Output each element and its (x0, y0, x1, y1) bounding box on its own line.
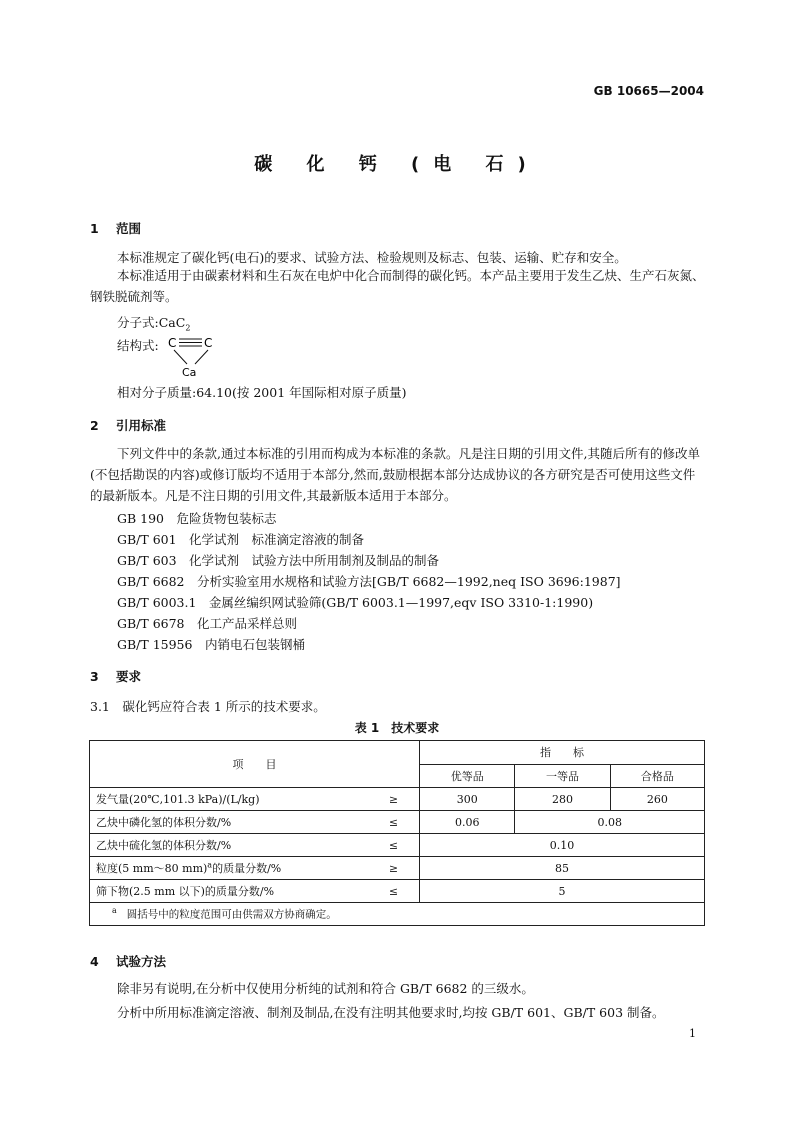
table-row (90, 857, 705, 880)
scope-paragraph-2: 本标准适用于由碳素材料和生石灰在电炉中化合而制得的碳化钙。本产品主要用于发生乙炔、生产石灰氮、钢铁脱硫剂等。 (90, 268, 705, 304)
grade-header-cell: 优等品 (420, 764, 515, 788)
item-cell: 发气量(20℃,101.3 kPa)/(L/kg) (90, 788, 368, 811)
value-cell: 260 (610, 788, 704, 811)
bond-line (174, 350, 187, 364)
scope-paragraph-1: 本标准规定了碳化钙(电石)的要求、试验方法、检验规则及标志、包装、运输、贮存和安全。 (117, 250, 627, 265)
section-number: 3 (90, 669, 99, 684)
section-3-heading (90, 667, 141, 685)
molecular-mass: 相对分子质量:64.10(按 2001 年国际相对原子质量) (117, 385, 407, 400)
formula-main: CaC (158, 315, 186, 330)
value-cell: 0.08 (515, 811, 705, 834)
operator-cell: ≥ (368, 788, 420, 811)
header-item-cell: 项 目 (90, 741, 420, 788)
value-cell: 280 (515, 788, 610, 811)
calcium-atom: Ca (182, 366, 197, 378)
section-title: 引用标准 (116, 418, 167, 433)
table-row (90, 811, 705, 834)
table-row (90, 834, 705, 857)
item-cell (90, 857, 368, 880)
carbon-atom-2: C (204, 336, 213, 350)
item-cell: 筛下物(2.5 mm 以下)的质量分数/% (90, 880, 368, 903)
test-method-paragraph-1: 除非另有说明,在分析中仅使用分析纯的试剂和符合 GB/T 6682 的三级水。 (117, 981, 534, 996)
structural-formula-diagram (165, 334, 215, 378)
carbon-atom-1: C (168, 336, 177, 350)
footnote-text: 圆括号中的粒度范围可由供需双方协商确定。 (126, 908, 337, 921)
requirements-table (89, 740, 705, 926)
reference-item: GB/T 6682 分析实验室用水规格和试验方法[GB/T 6682—1992,neq ISO 3696:1987] (117, 574, 621, 589)
table-note-row (90, 903, 705, 926)
section-title: 要求 (116, 669, 142, 684)
grade-header-cell: 合格品 (610, 764, 704, 788)
page-number: 1 (689, 1027, 696, 1040)
standard-code: GB 10665—2004 (593, 84, 704, 98)
clause-3-1: 3.1 碳化钙应符合表 1 所示的技术要求。 (90, 699, 326, 714)
item-cell: 乙炔中磷化氢的体积分数/% (90, 811, 368, 834)
section-number: 4 (90, 954, 99, 969)
reference-item: GB/T 6003.1 金属丝编织网试验筛(GB/T 6003.1—1997,eqv ISO 3310-1:1990) (117, 595, 594, 610)
header-index-cell: 指 标 (420, 741, 705, 765)
formula-label: 分子式: (117, 315, 159, 330)
operator-cell: ≤ (368, 834, 420, 857)
table-header-row (90, 741, 705, 765)
value-cell: 300 (420, 788, 515, 811)
grade-header-cell: 一等品 (515, 764, 610, 788)
structure-label: 结构式: (117, 338, 159, 353)
table-row (90, 788, 705, 811)
section-1-heading (90, 219, 141, 237)
references-intro: 下列文件中的条款,通过本标准的引用而构成为本标准的条款。凡是注日期的引用文件,其随后所有的修改单(不包括勘误的内容)或修订版均不适用于本部分,然而,鼓励根据本部分达成协议的各方研究是否可使用这些文件的最新版本。凡是不注日期的引用文件,其最新版本适用于本部分。 (90, 446, 700, 503)
item-text: 粒度(5 mm～80 mm) (96, 862, 208, 875)
footnote-marker: a (207, 860, 213, 870)
reference-item: GB/T 601 化学试剂 标准滴定溶液的制备 (117, 532, 365, 547)
value-cell: 5 (420, 880, 705, 903)
value-cell: 0.06 (420, 811, 515, 834)
section-title: 范围 (116, 221, 142, 236)
section-2-heading (90, 416, 166, 434)
value-cell: 85 (420, 857, 705, 880)
test-method-paragraph-2: 分析中所用标准滴定溶液、制剂及制品,在没有注明其他要求时,均按 GB/T 601、GB/T 603 制备。 (117, 1005, 665, 1020)
reference-item: GB/T 603 化学试剂 试验方法中所用制剂及制品的制备 (117, 553, 440, 568)
item-cell: 乙炔中硫化氢的体积分数/% (90, 834, 368, 857)
operator-cell: ≤ (368, 880, 420, 903)
reference-item: GB/T 15956 内销电石包装钢桶 (117, 637, 305, 652)
reference-item: GB/T 6678 化工产品采样总则 (117, 616, 298, 631)
section-4-heading (90, 952, 166, 970)
reference-item: GB 190 危险货物包装标志 (117, 511, 277, 526)
table-row (90, 880, 705, 903)
section-number: 2 (90, 418, 99, 433)
bond-line (195, 350, 208, 364)
table-footnote (90, 903, 705, 926)
operator-cell: ≤ (368, 811, 420, 834)
section-number: 1 (90, 221, 99, 236)
operator-cell: ≥ (368, 857, 420, 880)
page-title: 碳 化 钙 (电 石) (254, 154, 540, 175)
molecular-formula (117, 313, 190, 333)
formula-subscript: 2 (185, 323, 191, 333)
section-title: 试验方法 (116, 954, 167, 969)
footnote-marker: a (112, 906, 117, 916)
value-cell: 0.10 (420, 834, 705, 857)
item-text-tail: 的质量分数/% (212, 862, 282, 875)
table-caption: 表 1 技术要求 (354, 721, 440, 735)
